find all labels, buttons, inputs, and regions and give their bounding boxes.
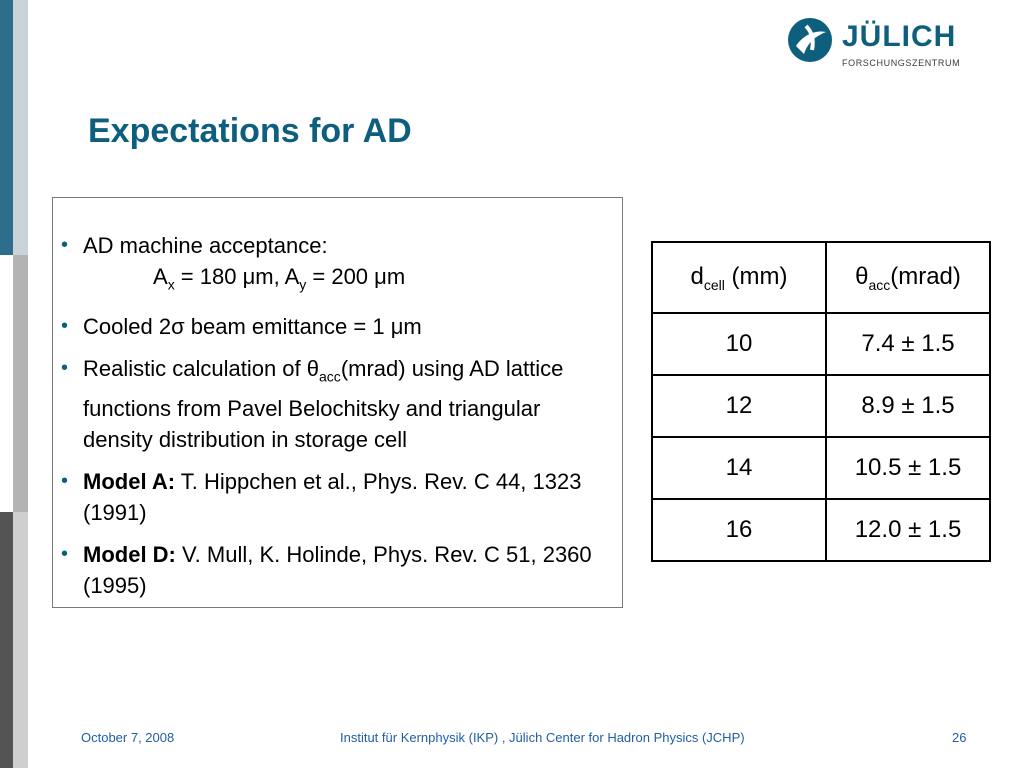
header-theta-acc: [826, 242, 990, 313]
sidebar-segment-bottom: [0, 512, 13, 768]
logo-subtitle: FORSCHUNGSZENTRUM: [842, 58, 961, 68]
table-row: [652, 437, 990, 499]
bullet-item-emittance: [53, 311, 613, 342]
bullet-item-model-d: [53, 539, 613, 601]
model-a-label: Model A:: [83, 468, 176, 494]
julich-logo-mark-icon: [786, 16, 834, 64]
bullet-acceptance-values: [83, 261, 613, 300]
sidebar-segment-middle: [13, 255, 28, 512]
cell-theta: 12.0 ± 1.5: [826, 499, 990, 561]
slide-title: Expectations for AD: [88, 112, 412, 150]
bullet-emittance-text: Cooled 2σ beam emittance = 1 μm: [83, 314, 422, 340]
bullet-item-calculation: [53, 353, 613, 454]
bullet-icon: •: [61, 357, 69, 380]
table-row: [652, 375, 990, 437]
sidebar-segment-top-light: [13, 0, 28, 255]
ax-subscript: x: [167, 276, 175, 293]
bullet-icon: •: [61, 542, 69, 565]
sidebar-stripe: [0, 0, 28, 768]
header-d-symbol: d: [690, 262, 704, 290]
footer-page-number: 26: [952, 730, 967, 745]
bullet-item-acceptance: [53, 230, 613, 300]
cell-d: 10: [652, 313, 826, 375]
ay-subscript: y: [299, 276, 307, 293]
cell-theta: 8.9 ± 1.5: [826, 375, 990, 437]
model-d-reference: V. Mull, K. Holinde, Phys. Rev. C 51, 2360 (1995): [83, 541, 592, 598]
bullet-icon: •: [61, 469, 69, 492]
bullet-acceptance-title: AD machine acceptance:: [83, 233, 328, 258]
cell-d: 16: [652, 499, 826, 561]
header-d-cell: [652, 242, 826, 313]
bullet-text-box: [52, 197, 623, 608]
bullet-calculation-post: (mrad) using AD lattice functions from Pavel Belochitsky and triangular density distribution in storage cell: [83, 356, 564, 452]
ax-symbol: A: [153, 264, 168, 289]
model-d-label: Model D:: [83, 541, 176, 567]
header-d-subscript: cell: [703, 276, 725, 293]
footer-institute: Institut für Kernphysik (IKP) , Jülich Center for Hadron Physics (JCHP): [340, 730, 745, 745]
ax-value: = 180 μm, A: [174, 264, 300, 289]
theta-subscript: acc: [319, 368, 341, 385]
logo-wordmark: JÜLICH: [842, 20, 957, 53]
cell-d: 12: [652, 375, 826, 437]
bullet-item-model-a: [53, 466, 613, 528]
model-a-reference: T. Hippchen et al., Phys. Rev. C 44, 1323 (1991): [83, 468, 582, 525]
sidebar-segment-bottom-light: [13, 512, 28, 768]
header-theta-unit: (mrad): [890, 262, 961, 290]
cell-theta: 7.4 ± 1.5: [826, 313, 990, 375]
header-d-unit: (mm): [724, 262, 788, 290]
bullet-list: [53, 230, 613, 612]
cell-theta: 10.5 ± 1.5: [826, 437, 990, 499]
table-header-row: [652, 242, 990, 313]
header-theta-symbol: θ: [855, 262, 869, 290]
bullet-icon: •: [61, 315, 69, 338]
table-row: [652, 313, 990, 375]
sidebar-segment-top: [0, 0, 13, 255]
table-row: [652, 499, 990, 561]
cell-d: 14: [652, 437, 826, 499]
bullet-calculation-pre: Realistic calculation of θ: [83, 356, 320, 382]
footer-date: October 7, 2008: [81, 730, 175, 745]
bullet-icon: •: [61, 234, 69, 256]
julich-logo: [786, 14, 961, 72]
header-theta-subscript: acc: [868, 276, 891, 293]
ay-value: = 200 μm: [306, 264, 406, 289]
acceptance-table: [651, 241, 991, 562]
